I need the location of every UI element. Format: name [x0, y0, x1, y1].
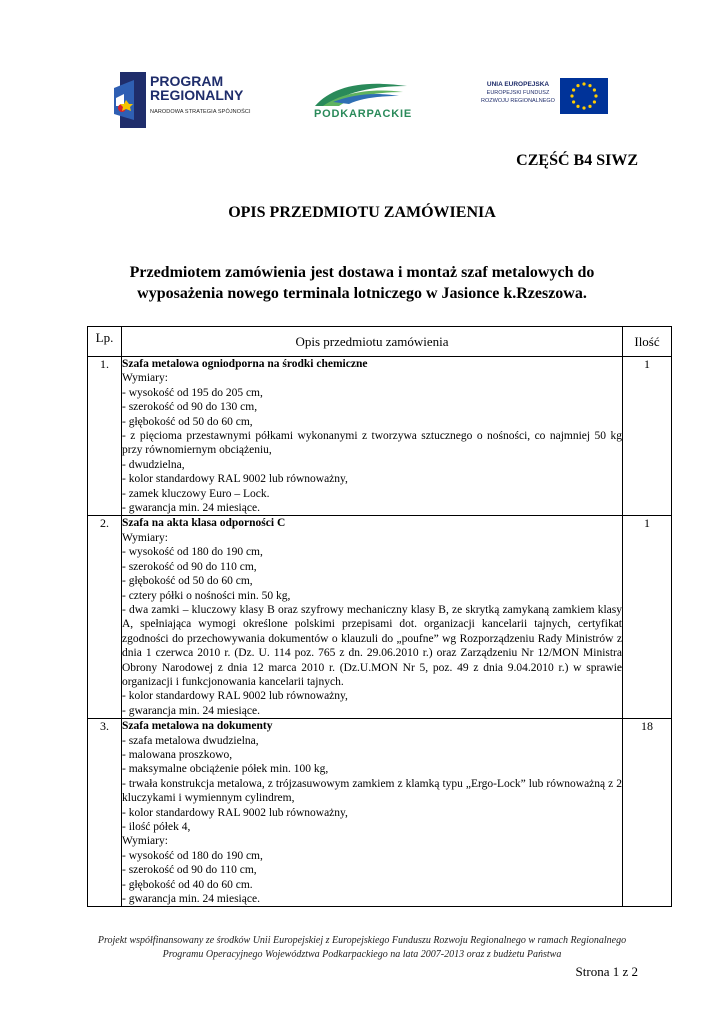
item-line: - kolor standardowy RAL 9002 lub równoważny, [122, 690, 348, 703]
row-description [122, 357, 623, 516]
item-line: - zamek kluczowy Euro – Lock. [122, 487, 270, 500]
row-description [122, 719, 623, 907]
program-regionalny-emblem-icon [110, 70, 148, 130]
eu-logo-line1: UNIA EUROPEJSKA [486, 81, 550, 88]
item-title: Szafa na akta klasa odporności C [122, 517, 286, 530]
item-line: - trwała konstrukcja metalowa, z trójzasuwowym zamkiem z klamką typu „Ergo-Lock” lub równoważną z 2 kluczykami i wymiennym cylindrem, [122, 777, 622, 805]
column-header-description: Opis przedmiotu zamówienia [122, 327, 623, 357]
item-line: Wymiary: [122, 531, 168, 544]
item-line: - ilość półek 4, [122, 821, 191, 833]
document-part-label: CZĘŚĆ B4 SIWZ [516, 152, 638, 169]
row-number: 2. [88, 516, 122, 719]
table-row [88, 516, 672, 719]
document-subject: Przedmiotem zamówienia jest dostawa i montaż szaf metalowych do wyposażenia nowego terminala lotniczego w Jasionce k.Rzeszowa. [129, 264, 595, 302]
row-description [122, 516, 623, 719]
page-number: Strona 1 z 2 [575, 964, 638, 979]
program-regionalny-logo [110, 70, 270, 130]
item-line: - z pięciomа przestawnymi półkami wykonanymi z tworzywa sztucznego o nośności, co najmniej 50 kg przy równomiernym obciążeniu, [122, 430, 622, 457]
program-logo-line1: PROGRAM [150, 73, 224, 89]
item-line: - wysokość od 180 do 190 cm, [122, 849, 263, 862]
item-line: - malowana proszkowo, [122, 748, 233, 761]
program-logo-line2: REGIONALNY [150, 87, 244, 103]
specification-table [87, 326, 672, 907]
item-line: - szerokość od 90 do 130 cm, [122, 401, 258, 414]
footer-line1: Projekt współfinansowany ze środków Unii Europejskiej z Europejskiego Funduszu Rozwoju Regionalnego w ramach Regionalnego [97, 935, 627, 946]
item-line: - szafa metalowa dwudzielna, [122, 734, 259, 747]
item-line: - głębokość od 50 do 60 cm, [122, 415, 253, 428]
item-line: - gwarancja min. 24 miesiące. [122, 502, 260, 515]
table-row [88, 357, 672, 516]
row-quantity: 1 [623, 516, 672, 719]
eu-logo-line2: EUROPEJSKI FUNDUSZ [486, 90, 550, 96]
program-logo-line3: NARODOWA STRATEGIA SPÓJNOŚCI [150, 109, 251, 115]
eu-logo [478, 78, 608, 118]
logo-bar [0, 66, 724, 136]
item-line: - wysokość od 180 do 190 cm, [122, 546, 263, 559]
podkarpackie-hills-icon [313, 76, 409, 108]
row-quantity: 18 [623, 719, 672, 907]
item-line: - głębokość od 40 do 60 cm. [122, 878, 253, 891]
item-line: - szerokość od 90 do 110 cm, [122, 864, 257, 877]
item-line: - kolor standardowy RAL 9002 lub równoważny, [122, 473, 348, 486]
item-title: Szafa metalowa ogniodporna na środki chemiczne [122, 358, 368, 370]
table-header-row [88, 327, 672, 357]
row-quantity: 1 [623, 357, 672, 516]
column-header-lp: Lp. [88, 327, 122, 357]
item-line: - gwarancja min. 24 miesiące. [122, 893, 260, 906]
funding-footer [40, 934, 684, 962]
eu-logo-line3: ROZWOJU REGIONALNEGO [481, 98, 555, 104]
footer-line2: Programu Operacyjnego Województwa Podkarpackiego na lata 2007-2013 oraz z budżetu Państwa [162, 949, 562, 960]
table-row [88, 719, 672, 907]
eu-flag-icon [560, 78, 608, 114]
item-line: - cztery półki o nośności min. 50 kg, [122, 589, 291, 602]
item-title: Szafa metalowa na dokumenty [122, 720, 273, 733]
item-line: - szerokość od 90 do 110 cm, [122, 560, 257, 573]
item-line: Wymiary: [122, 835, 168, 848]
item-line: - dwa zamki – kluczowy klasy B oraz szyfrowy mechaniczny klasy B, ze skrytką zamykaną zamkiem klasy A, spełniająca wymogi określone polskimi przepisami dot. organizacji kancelarii tajnych, certyfikat zgodności do przechowywania dokumentów o klauzuli do „poufne” wg Rozporządzeniu Rady Ministrów z dnia 1 czerwca 2010 r. (Dz. U. 114 poz. 765 z dn. 29.06.2010 r.) oraz Zarządzeniu Nr 12/MON Ministra Obrony Narodowej z dnia 12 marca 2010 r. (Dz.U.MON Nr 5, poz. 49 z dnia 9.04.2010 r.) w sprawie organizacji i funkcjonowania kancelarii tajnych. [122, 603, 622, 688]
item-line: - dwudzielna, [122, 458, 185, 471]
item-line: - głębokość od 50 do 60 cm, [122, 575, 253, 588]
podkarpackie-logo-text: PODKARPACKIE [313, 108, 412, 120]
document-title: OPIS PRZEDMIOTU ZAMÓWIENIA [228, 204, 496, 221]
item-line: - wysokość od 195 do 205 cm, [122, 386, 263, 399]
row-number: 1. [88, 357, 122, 516]
item-line: - gwarancja min. 24 miesiące. [122, 704, 260, 717]
row-number: 3. [88, 719, 122, 907]
item-line: - kolor standardowy RAL 9002 lub równoważny, [122, 806, 348, 819]
item-line: - maksymalne obciążenie półek min. 100 kg, [122, 763, 329, 776]
podkarpackie-logo [305, 76, 415, 132]
item-line: Wymiary: [122, 372, 168, 385]
column-header-quantity: Ilość [623, 327, 672, 357]
